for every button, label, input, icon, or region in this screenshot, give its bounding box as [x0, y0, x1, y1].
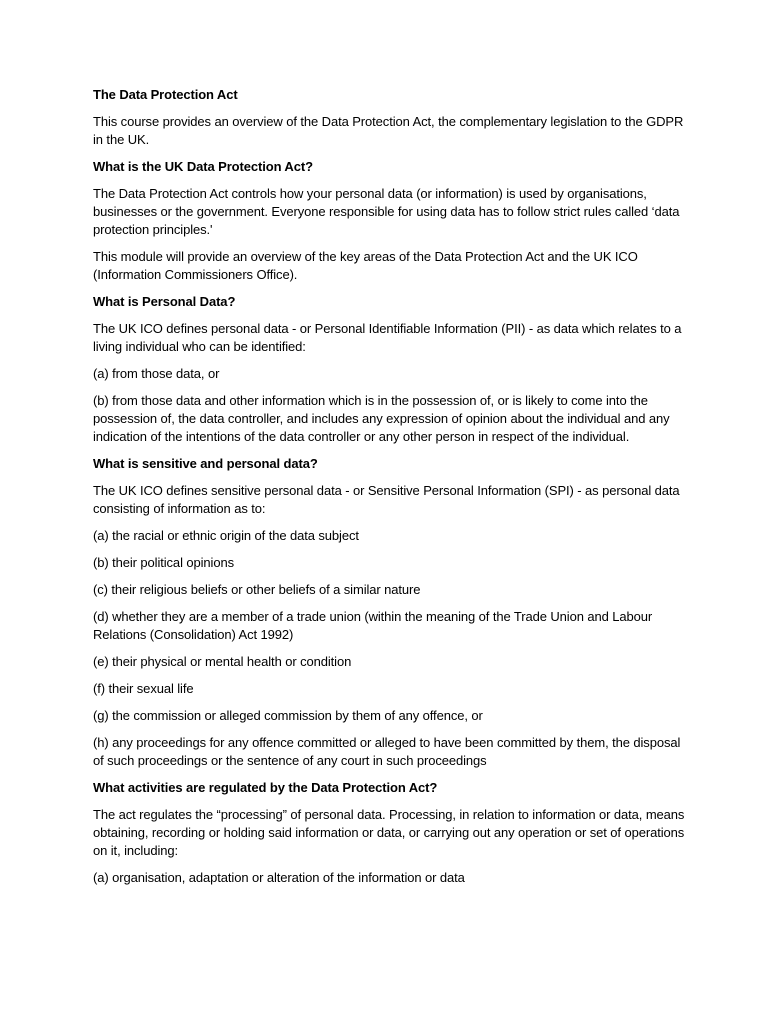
- body-paragraph: (g) the commission or alleged commission by them of any offence, or: [93, 708, 483, 723]
- document-title: The Data Protection Act: [93, 87, 238, 102]
- body-paragraph: This course provides an overview of the Data Protection Act, the complementary legislation to the GDPR in the UK.: [93, 114, 684, 147]
- body-paragraph: (b) their political opinions: [93, 555, 234, 570]
- body-paragraph: This module will provide an overview of the key areas of the Data Protection Act and the UK ICO (Information Commissioners Office).: [93, 249, 638, 282]
- body-paragraph: (a) organisation, adaptation or alteration of the information or data: [93, 870, 465, 885]
- body-paragraph: (h) any proceedings for any offence committed or alleged to have been committed by them, the disposal of such proceedings or the sentence of any court in such proceedings: [93, 735, 681, 768]
- body-paragraph: The Data Protection Act controls how your personal data (or information) is used by organisations, businesses or the government. Everyone responsible for using data has to follow strict rules called ‘data protection principles.': [93, 186, 680, 237]
- body-paragraph: The UK ICO defines personal data - or Personal Identifiable Information (PII) - as data which relates to a living individual who can be identified:: [93, 321, 682, 354]
- section-heading: What is the UK Data Protection Act?: [93, 159, 313, 174]
- body-paragraph: The UK ICO defines sensitive personal data - or Sensitive Personal Information (SPI) - as personal data consisting of information as to:: [93, 483, 680, 516]
- body-paragraph: The act regulates the “processing” of personal data. Processing, in relation to information or data, means obtaining, recording or holding said information or data, or carrying out any operation or set of operations on it, including:: [93, 807, 685, 858]
- body-paragraph: (a) the racial or ethnic origin of the data subject: [93, 528, 359, 543]
- body-paragraph: (a) from those data, or: [93, 366, 220, 381]
- section-heading: What is sensitive and personal data?: [93, 456, 318, 471]
- section-heading: What activities are regulated by the Data Protection Act?: [93, 780, 438, 795]
- paragraph-list: [93, 113, 693, 887]
- body-paragraph: (f) their sexual life: [93, 681, 194, 696]
- section-heading: What is Personal Data?: [93, 294, 236, 309]
- body-paragraph: (e) their physical or mental health or condition: [93, 654, 352, 669]
- body-paragraph: (c) their religious beliefs or other beliefs of a similar nature: [93, 582, 421, 597]
- body-paragraph: (d) whether they are a member of a trade union (within the meaning of the Trade Union and Labour Relations (Consolidation) Act 1992): [93, 609, 653, 642]
- document-body: [93, 86, 693, 896]
- body-paragraph: (b) from those data and other information which is in the possession of, or is likely to come into the possession of, the data controller, and includes any expression of opinion about the individual and any indication of the intentions of the data controller or any other person in respect of the individual.: [93, 393, 670, 444]
